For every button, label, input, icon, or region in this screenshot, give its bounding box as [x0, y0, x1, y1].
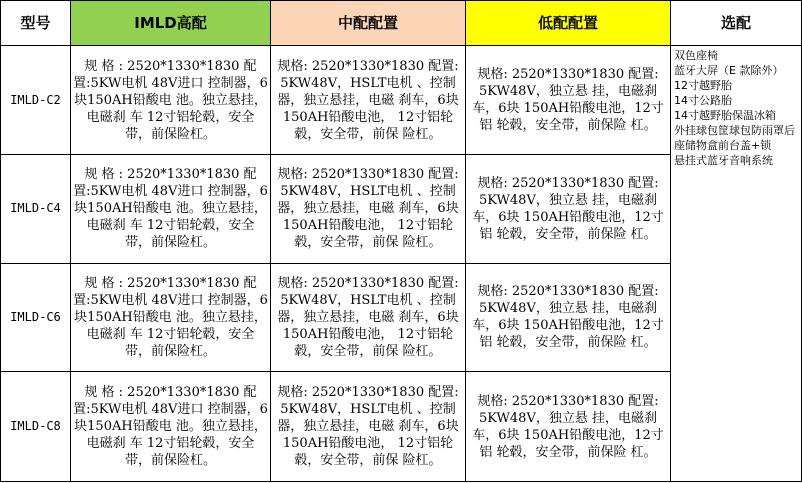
- optional-item: 双色座椅: [674, 49, 718, 63]
- optional-item: 蓝牙大屏（E 款除外）: [674, 64, 784, 78]
- low-config-cell: 规格: 2520*1330*1830 配置: 5KW48V，独立悬 挂，电磁刹车，6块 150AH铅酸电池，12寸铝 轮毂，安全带，前保险 杠。: [466, 154, 671, 263]
- mid-config-cell: 规格: 2520*1330*1830 配置: 5KW48V，HSLT电机 、控制器，独立悬挂，电磁 刹车，6块150AH铅酸电池， 12寸铝轮毂，安全带，前保 险杠。: [271, 372, 466, 482]
- header-row: [1, 1, 802, 46]
- low-config-cell: 规格: 2520*1330*1830 配置: 5KW48V，独立悬 挂，电磁刹车，6块 150AH铅酸电池，12寸铝 轮毂，安全带，前保险 杠。: [466, 372, 671, 482]
- low-config-cell: 规格: 2520*1330*1830 配置: 5KW48V，独立悬 挂，电磁刹车，6块 150AH铅酸电池，12寸铝 轮毂，安全带，前保险 杠。: [466, 263, 671, 372]
- high-config-cell: 规 格 : 2520*1330*1830 配置:5KW电机 48V进口 控制器，6块150AH铅酸电 池。独立悬挂，电磁刹 车 12寸铝轮毂，安全 带，前保险杠。: [71, 372, 271, 482]
- header-optional: 选配: [671, 1, 802, 46]
- high-config-cell: 规 格 : 2520*1330*1830 配置:5KW电机 48V进口 控制器，6块150AH铅酸电 池。独立悬挂，电磁刹 车 12寸铝轮毂，安全 带，前保险杠。: [71, 154, 271, 263]
- mid-config-cell: 规格: 2520*1330*1830 配置: 5KW48V，HSLT电机 、控制器，独立悬挂，电磁 刹车，6块150AH铅酸电池， 12寸铝轮毂，安全带，前保 险杠。: [271, 46, 466, 155]
- model-cell: IMLD-C4: [1, 154, 71, 263]
- header-mid-config: 中配配置: [271, 1, 466, 46]
- high-config-cell: 规 格 : 2520*1330*1830 配置:5KW电机 48V进口 控制器，6块150AH铅酸电 池。独立悬挂，电磁刹 车 12寸铝轮毂，安全 带，前保险杠。: [71, 46, 271, 155]
- optional-list: [671, 46, 802, 482]
- optional-item: 14寸公路胎: [674, 94, 732, 108]
- table-row: [1, 46, 802, 155]
- mid-config-cell: 规格: 2520*1330*1830 配置: 5KW48V，HSLT电机 、控制器，独立悬挂，电磁 刹车，6块150AH铅酸电池， 12寸铝轮毂，安全带，前保 险杠。: [271, 154, 466, 263]
- model-cell: IMLD-C2: [1, 46, 71, 155]
- optional-item: 14寸越野胎保温冰箱: [674, 109, 776, 123]
- header-low-config: 低配配置: [466, 1, 671, 46]
- optional-item: 悬挂式蓝牙音响系统: [674, 154, 773, 168]
- optional-item: 12寸越野胎: [674, 79, 732, 93]
- low-config-cell: 规格: 2520*1330*1830 配置: 5KW48V，独立悬 挂，电磁刹车，6块 150AH铅酸电池，12寸铝 轮毂，安全带，前保险 杠。: [466, 46, 671, 155]
- optional-item: 外挂球包筐球包防雨罩后座储物盒前台盖+锁: [674, 124, 795, 153]
- mid-config-cell: 规格: 2520*1330*1830 配置: 5KW48V，HSLT电机 、控制器，独立悬挂，电磁 刹车，6块150AH铅酸电池， 12寸铝轮毂，安全带，前保 险杠。: [271, 263, 466, 372]
- header-model: 型号: [1, 1, 71, 46]
- model-cell: IMLD-C8: [1, 372, 71, 482]
- model-cell: IMLD-C6: [1, 263, 71, 372]
- header-high-config: IMLD高配: [71, 1, 271, 46]
- high-config-cell: 规 格 : 2520*1330*1830 配置:5KW电机 48V进口 控制器，6块150AH铅酸电 池。独立悬挂，电磁刹 车 12寸铝轮毂，安全 带，前保险杠。: [71, 263, 271, 372]
